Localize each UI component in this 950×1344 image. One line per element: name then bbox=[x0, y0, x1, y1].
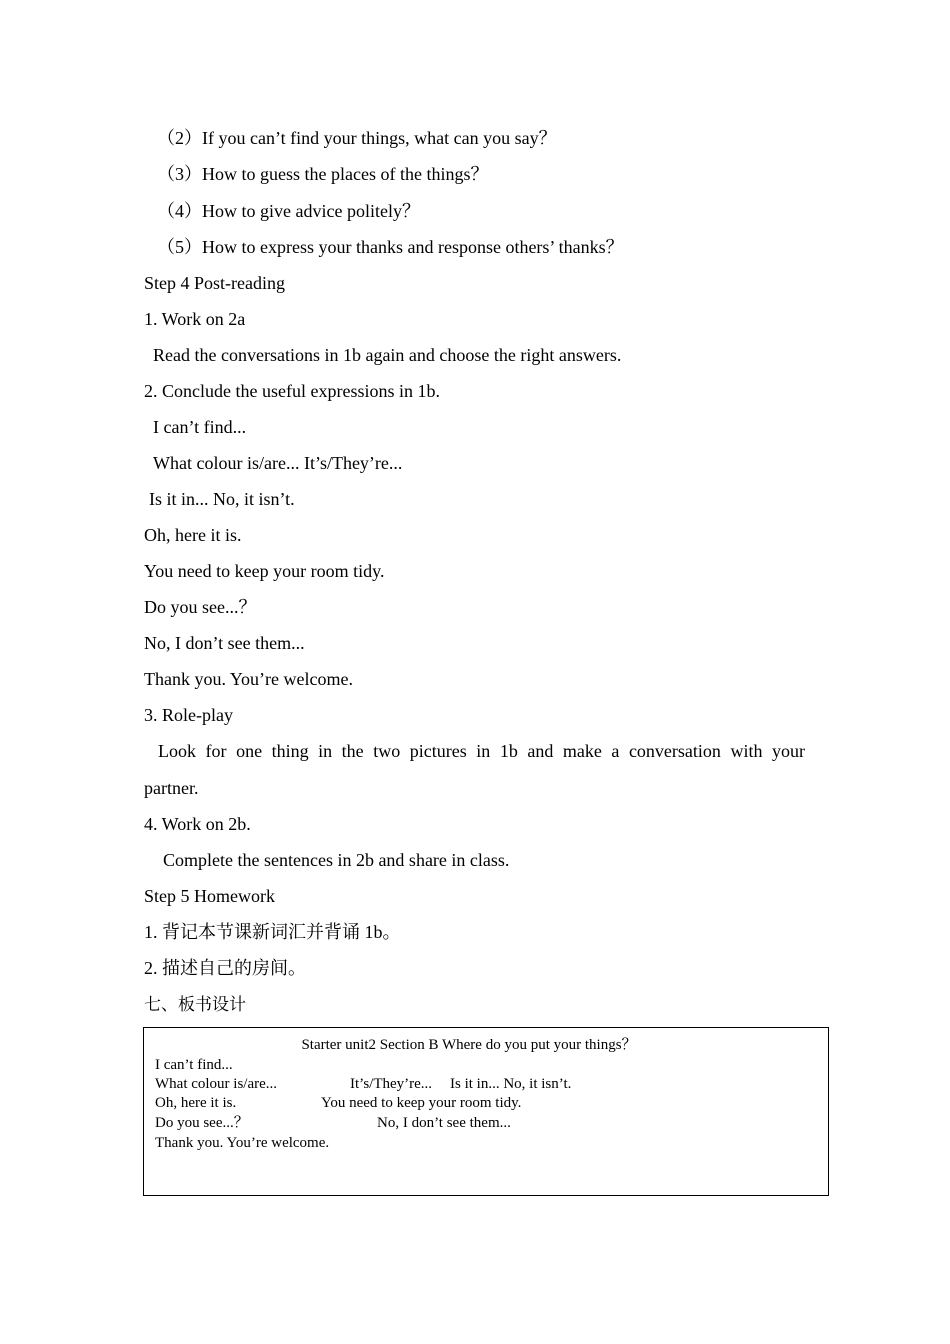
board-line: Is it in... No, it isn’t. bbox=[450, 1076, 572, 1092]
board-line: Thank you. You’re welcome. bbox=[155, 1135, 330, 1151]
expression-line: Is it in... No, it isn’t. bbox=[149, 489, 295, 509]
step4-item2-title: 2. Conclude the useful expressions in 1b. bbox=[144, 381, 440, 401]
board-line: No, I don’t see them... bbox=[377, 1115, 511, 1131]
expression-line: No, I don’t see them... bbox=[144, 633, 305, 653]
step4-title: Step 4 Post-reading bbox=[144, 273, 285, 293]
board-line: What colour is/are... bbox=[155, 1076, 278, 1092]
board-line: You need to keep your room tidy. bbox=[321, 1095, 522, 1111]
question-5: （5）How to express your thanks and response others’ thanks？ bbox=[157, 237, 624, 257]
homework-item: 2. 描述自己的房间。 bbox=[144, 958, 306, 978]
step4-item4-title: 4. Work on 2b. bbox=[144, 814, 251, 834]
question-2: （2）If you can’t find your things, what can you say？ bbox=[157, 128, 557, 148]
step4-item3-title: 3. Role-play bbox=[144, 705, 233, 725]
expression-line: Oh, here it is. bbox=[144, 525, 242, 545]
board-design-heading: 七、板书设计 bbox=[144, 995, 246, 1015]
expression-line: Do you see...？ bbox=[144, 597, 257, 617]
board-title: Starter unit2 Section B Where do you put your things？ bbox=[301, 1037, 637, 1053]
step5-title: Step 5 Homework bbox=[144, 886, 275, 906]
board-line: Oh, here it is. bbox=[155, 1095, 237, 1111]
step4-item4-text: Complete the sentences in 2b and share in class. bbox=[163, 850, 510, 870]
board-design-box bbox=[143, 1027, 829, 1196]
question-3: （3）How to guess the places of the things？ bbox=[157, 164, 489, 184]
step4-item3-text-line2: partner. bbox=[144, 778, 199, 798]
expression-line: I can’t find... bbox=[153, 417, 247, 437]
board-line: I can’t find... bbox=[155, 1057, 233, 1073]
expression-line: You need to keep your room tidy. bbox=[144, 561, 385, 581]
board-line: Do you see...？ bbox=[155, 1115, 249, 1131]
homework-item: 1. 背记本节课新词汇并背诵 1b。 bbox=[144, 922, 401, 942]
step4-item1-text: Read the conversations in 1b again and choose the right answers. bbox=[153, 345, 622, 365]
expression-line: Thank you. You’re welcome. bbox=[144, 669, 353, 689]
step4-item1-title: 1. Work on 2a bbox=[144, 309, 246, 329]
expression-line: What colour is/are... It’s/They’re... bbox=[153, 453, 403, 473]
step4-item3-text-line1: Look for one thing in the two pictures in 1b and make a conversation with your bbox=[158, 741, 805, 761]
question-4: （4）How to give advice politely？ bbox=[157, 201, 420, 221]
board-line: It’s/They’re... bbox=[350, 1076, 433, 1092]
